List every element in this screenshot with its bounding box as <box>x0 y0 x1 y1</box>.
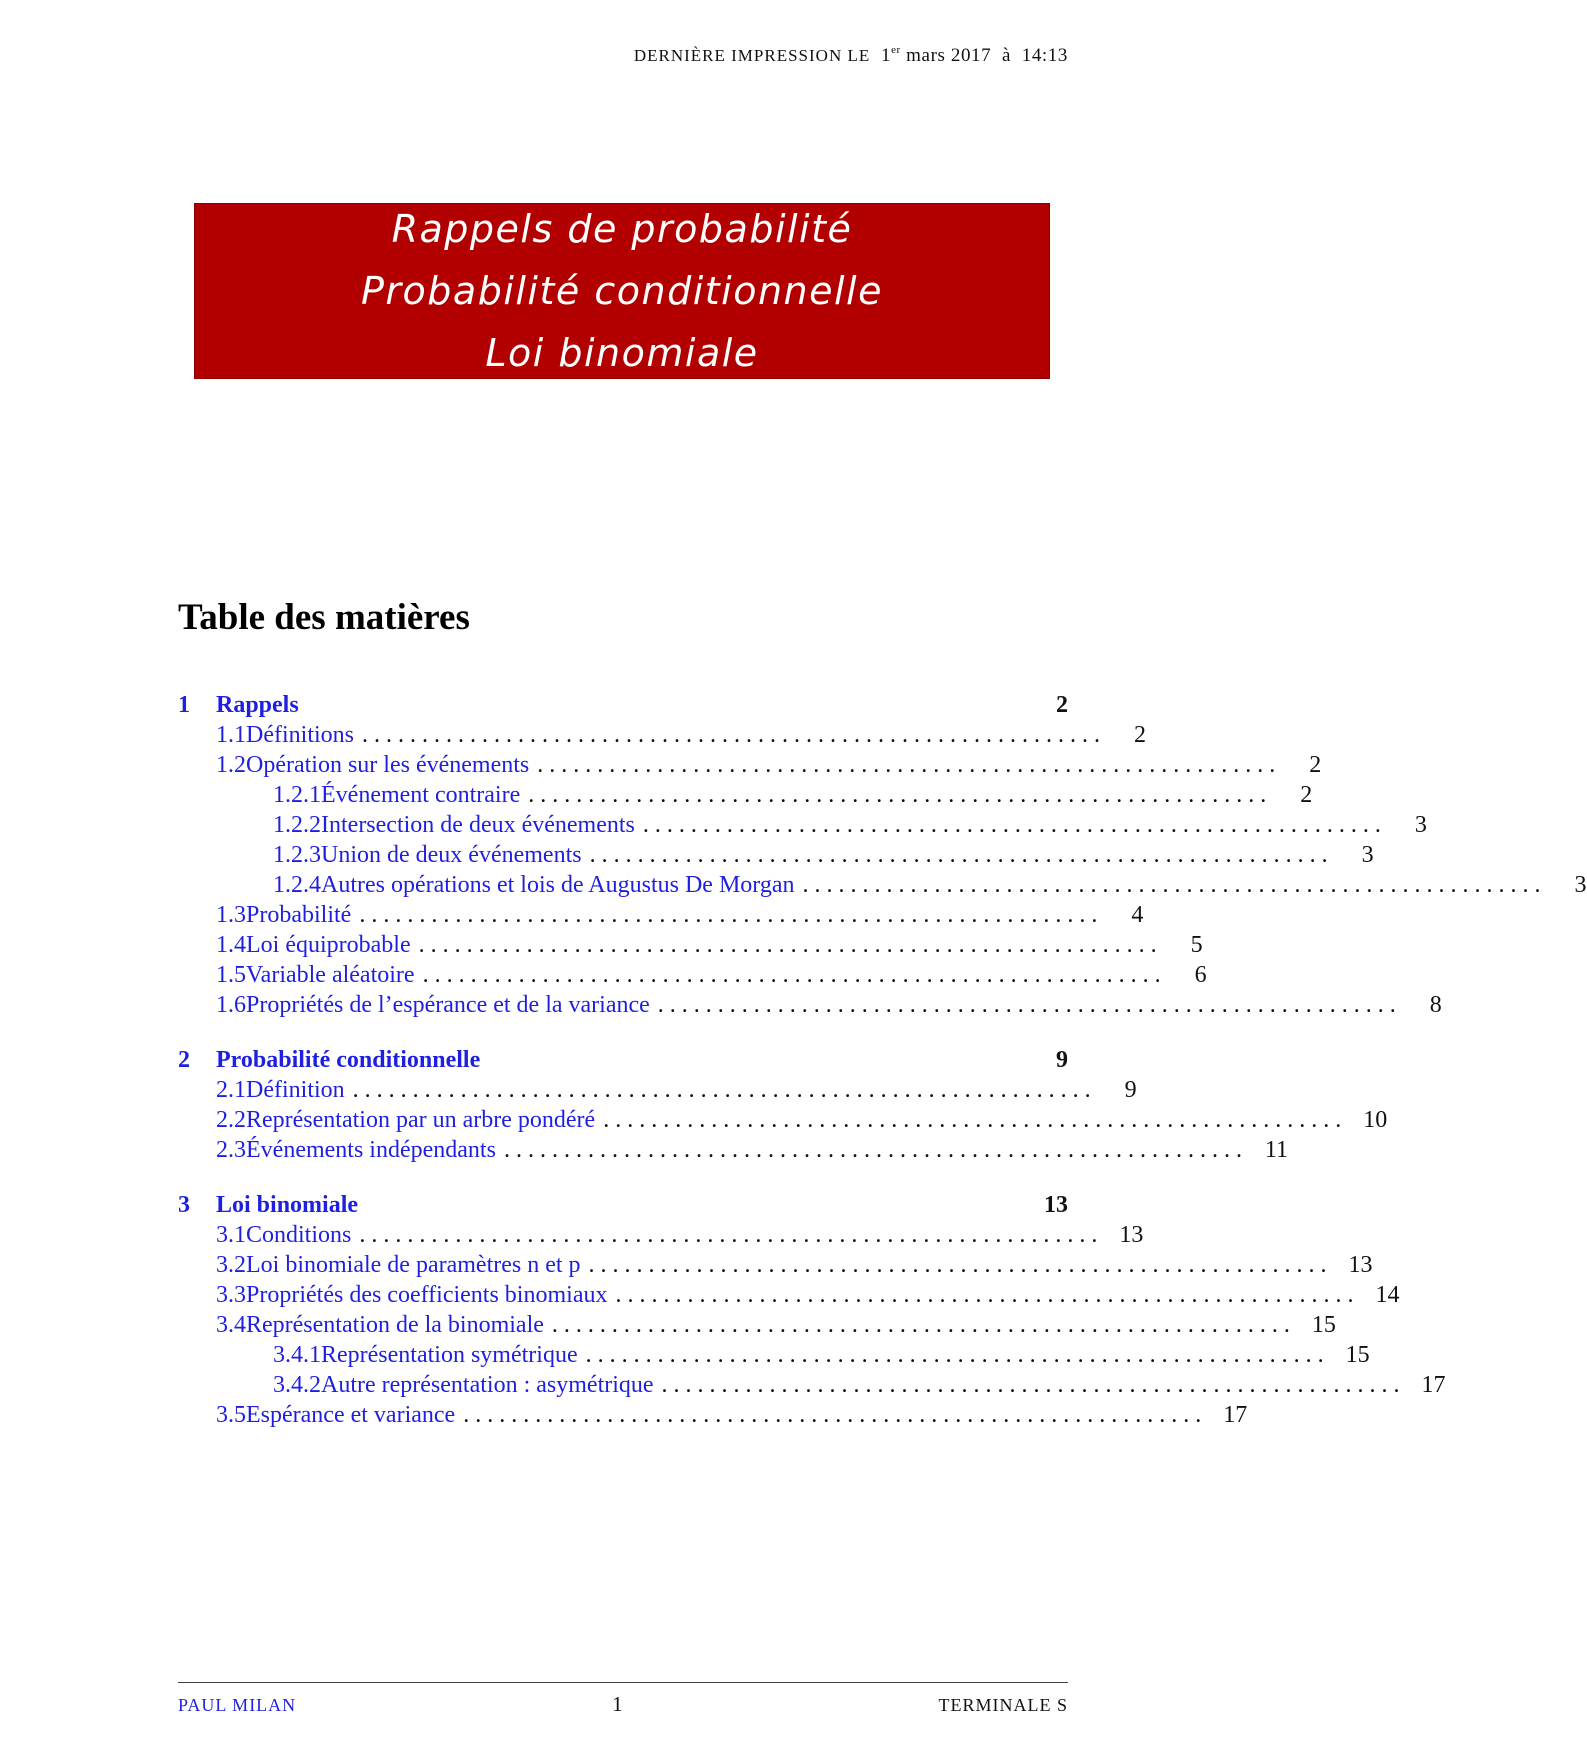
toc-entry-title[interactable]: Représentation symétrique <box>321 1342 578 1368</box>
toc-entry-title[interactable]: Conditions <box>246 1222 352 1248</box>
toc-entry-number: 1.2.2 <box>273 812 321 838</box>
footer-author: PAUL MILAN <box>178 1695 297 1715</box>
page-footer <box>178 1692 1068 1717</box>
toc-entry-2-3[interactable] <box>178 1137 1288 1167</box>
toc-leader-dots: . . . . . . . . . . . . . . . . . . . . . . . . . . . . . . . . . . . . . . . . . . . . . . . . . . . . . . . . . . . . . . <box>615 1282 1354 1308</box>
toc-leader-dots: . . . . . . . . . . . . . . . . . . . . . . . . . . . . . . . . . . . . . . . . . . . . . . . . . . . . . . . . . . . . . . <box>362 722 1100 748</box>
toc-section-page: 9 <box>1056 1047 1068 1073</box>
toc-entry-number: 1.4 <box>216 932 246 958</box>
toc-entry-1-5[interactable] <box>178 962 1207 992</box>
toc-entry-page: 3 <box>1414 812 1427 838</box>
print-date-header <box>634 44 1068 67</box>
toc-entry-title[interactable]: Événement contraire <box>321 782 521 808</box>
toc-entry-page: 15 <box>1311 1312 1336 1338</box>
toc-section-page: 2 <box>1056 692 1068 718</box>
toc-section-number: 2 <box>178 1047 190 1073</box>
toc-entry-page: 2 <box>1300 782 1313 808</box>
toc-entry-title[interactable]: Représentation par un arbre pondéré <box>246 1107 596 1133</box>
toc-entry-title[interactable]: Événements indépendants <box>246 1137 496 1163</box>
toc-entry-title[interactable]: Loi binomiale de paramètres n et p <box>246 1252 581 1278</box>
print-label: DERNIÈRE IMPRESSION LE <box>633 46 871 65</box>
toc-entry-2-1[interactable] <box>178 1077 1137 1107</box>
print-day: 1 <box>880 45 892 66</box>
toc-leader-dots: . . . . . . . . . . . . . . . . . . . . . . . . . . . . . . . . . . . . . . . . . . . . . . . . . . . . . . . . . . . . . . <box>422 962 1161 988</box>
toc-entry-title[interactable]: Propriétés de l’espérance et de la variance <box>246 992 650 1018</box>
title-line-3: Loi binomiale <box>485 331 759 375</box>
toc-entry-number: 1.1 <box>216 722 246 748</box>
toc-entry-number: 3.4 <box>216 1312 246 1338</box>
toc-entry-page: 13 <box>1119 1222 1144 1248</box>
toc-heading: Table des matières <box>178 597 470 638</box>
toc-entry-number: 1.2.1 <box>273 782 321 808</box>
toc-leader-dots: . . . . . . . . . . . . . . . . . . . . . . . . . . . . . . . . . . . . . . . . . . . . . . . . . . . . . . . . . . . . . . <box>359 902 1098 928</box>
footer-divider <box>178 1682 1068 1683</box>
toc-entry-page: 17 <box>1223 1402 1248 1428</box>
toc-entry-number: 2.1 <box>216 1077 246 1103</box>
toc-entry-page: 5 <box>1190 932 1203 958</box>
toc-leader-dots: . . . . . . . . . . . . . . . . . . . . . . . . . . . . . . . . . . . . . . . . . . . . . . . . . . . . . . . . . . . . . . <box>463 1402 1202 1428</box>
toc-leader-dots: . . . . . . . . . . . . . . . . . . . . . . . . . . . . . . . . . . . . . . . . . . . . . . . . . . . . . . . . . . . . . . <box>585 1342 1324 1368</box>
toc-entry-1-1[interactable] <box>178 722 1146 752</box>
toc-entry-1-6[interactable] <box>178 992 1442 1022</box>
toc-entry-title[interactable]: Autres opérations et lois de Augustus De Morgan <box>321 872 795 898</box>
toc-entry-number: 3.4.2 <box>273 1372 321 1398</box>
toc-leader-dots: . . . . . . . . . . . . . . . . . . . . . . . . . . . . . . . . . . . . . . . . . . . . . . . . . . . . . . . . . . . . . . <box>657 992 1396 1018</box>
toc-entry-page: 8 <box>1429 992 1442 1018</box>
toc-leader-dots: . . . . . . . . . . . . . . . . . . . . . . . . . . . . . . . . . . . . . . . . . . . . . . . . . . . . . . . . . . . . . . <box>359 1222 1098 1248</box>
print-date: mars 2017 <box>906 45 992 66</box>
toc-section-number: 3 <box>178 1192 190 1218</box>
toc-leader-dots: . . . . . . . . . . . . . . . . . . . . . . . . . . . . . . . . . . . . . . . . . . . . . . . . . . . . . . . . . . . . . . <box>642 812 1381 838</box>
table-of-contents <box>178 692 1587 1432</box>
toc-leader-dots: . . . . . . . . . . . . . . . . . . . . . . . . . . . . . . . . . . . . . . . . . . . . . . . . . . . . . . . . . . . . . . <box>503 1137 1242 1163</box>
toc-section-2[interactable] <box>178 1047 1068 1077</box>
toc-entry-3-2[interactable] <box>178 1252 1373 1282</box>
toc-entry-3-4[interactable] <box>178 1312 1336 1342</box>
toc-leader-dots: . . . . . . . . . . . . . . . . . . . . . . . . . . . . . . . . . . . . . . . . . . . . . . . . . . . . . . . . . . . . . . <box>418 932 1157 958</box>
document-title-box <box>194 203 1050 379</box>
toc-section-title[interactable]: Rappels <box>216 692 299 718</box>
toc-entry-1-2-4[interactable] <box>178 872 1587 902</box>
toc-section-3[interactable] <box>178 1192 1068 1222</box>
toc-entry-number: 3.4.1 <box>273 1342 321 1368</box>
toc-section-page: 13 <box>1044 1192 1068 1218</box>
toc-entry-3-4-1[interactable] <box>178 1342 1370 1372</box>
toc-section-1[interactable] <box>178 692 1068 722</box>
toc-entry-title[interactable]: Propriétés des coefficients binomiaux <box>246 1282 608 1308</box>
toc-entry-title[interactable]: Intersection de deux événements <box>321 812 635 838</box>
toc-entry-3-3[interactable] <box>178 1282 1400 1312</box>
toc-entry-3-4-2[interactable] <box>178 1372 1446 1402</box>
toc-leader-dots: . . . . . . . . . . . . . . . . . . . . . . . . . . . . . . . . . . . . . . . . . . . . . . . . . . . . . . . . . . . . . . <box>551 1312 1290 1338</box>
toc-entry-title[interactable]: Union de deux événements <box>321 842 582 868</box>
toc-entry-page: 13 <box>1348 1252 1373 1278</box>
toc-entry-number: 3.2 <box>216 1252 246 1278</box>
toc-entry-2-2[interactable] <box>178 1107 1388 1137</box>
toc-entry-title[interactable]: Opération sur les événements <box>246 752 530 778</box>
toc-entry-number: 1.5 <box>216 962 246 988</box>
toc-leader-dots: . . . . . . . . . . . . . . . . . . . . . . . . . . . . . . . . . . . . . . . . . . . . . . . . . . . . . . . . . . . . . . <box>589 842 1328 868</box>
toc-entry-1-2-1[interactable] <box>178 782 1313 812</box>
toc-entry-3-5[interactable] <box>178 1402 1248 1432</box>
toc-entry-1-3[interactable] <box>178 902 1144 932</box>
toc-leader-dots: . . . . . . . . . . . . . . . . . . . . . . . . . . . . . . . . . . . . . . . . . . . . . . . . . . . . . . . . . . . . . . <box>528 782 1267 808</box>
title-line-1: Rappels de probabilité <box>391 207 853 251</box>
print-time: 14:13 <box>1021 45 1068 66</box>
toc-section-title[interactable]: Probabilité conditionnelle <box>216 1047 481 1073</box>
toc-entry-number: 3.3 <box>216 1282 246 1308</box>
toc-entry-1-2-2[interactable] <box>178 812 1427 842</box>
toc-entry-title[interactable]: Représentation de la binomiale <box>246 1312 544 1338</box>
toc-entry-number: 1.2 <box>216 752 246 778</box>
toc-entry-page: 4 <box>1131 902 1144 928</box>
toc-leader-dots: . . . . . . . . . . . . . . . . . . . . . . . . . . . . . . . . . . . . . . . . . . . . . . . . . . . . . . . . . . . . . . <box>537 752 1276 778</box>
toc-leader-dots: . . . . . . . . . . . . . . . . . . . . . . . . . . . . . . . . . . . . . . . . . . . . . . . . . . . . . . . . . . . . . . <box>352 1077 1091 1103</box>
toc-entry-page: 2 <box>1309 752 1322 778</box>
toc-entry-title[interactable]: Probabilité <box>246 902 352 928</box>
toc-leader-dots: . . . . . . . . . . . . . . . . . . . . . . . . . . . . . . . . . . . . . . . . . . . . . . . . . . . . . . . . . . . . . . <box>603 1107 1342 1133</box>
toc-entry-title[interactable]: Variable aléatoire <box>246 962 415 988</box>
footer-class: TERMINALE S <box>938 1695 1068 1715</box>
toc-entry-number: 1.3 <box>216 902 246 928</box>
toc-entry-title[interactable]: Définition <box>246 1077 345 1103</box>
toc-entry-number: 2.2 <box>216 1107 246 1133</box>
toc-entry-number: 3.1 <box>216 1222 246 1248</box>
print-at: à <box>1001 45 1012 66</box>
toc-entry-1-2[interactable] <box>178 752 1322 782</box>
print-day-suffix: er <box>891 44 901 56</box>
toc-entry-page: 17 <box>1421 1372 1446 1398</box>
footer-page-number: 1 <box>612 1692 623 1716</box>
toc-entry-page: 11 <box>1264 1137 1288 1163</box>
toc-entry-page: 3 <box>1574 872 1587 898</box>
toc-entry-page: 10 <box>1363 1107 1388 1133</box>
toc-entry-page: 14 <box>1375 1282 1400 1308</box>
toc-entry-1-4[interactable] <box>178 932 1203 962</box>
toc-entry-page: 3 <box>1361 842 1374 868</box>
toc-entry-title[interactable]: Loi équiprobable <box>246 932 411 958</box>
toc-entry-title[interactable]: Définitions <box>246 722 354 748</box>
toc-entry-number: 3.5 <box>216 1402 246 1428</box>
toc-entry-page: 15 <box>1345 1342 1370 1368</box>
title-line-2: Probabilité conditionnelle <box>361 269 883 313</box>
toc-entry-number: 2.3 <box>216 1137 246 1163</box>
toc-leader-dots: . . . . . . . . . . . . . . . . . . . . . . . . . . . . . . . . . . . . . . . . . . . . . . . . . . . . . . . . . . . . . . <box>661 1372 1400 1398</box>
toc-entry-title[interactable]: Espérance et variance <box>246 1402 456 1428</box>
toc-entry-number: 1.6 <box>216 992 246 1018</box>
toc-entry-page: 2 <box>1134 722 1146 748</box>
toc-entry-page: 9 <box>1124 1077 1137 1103</box>
toc-entry-1-2-3[interactable] <box>178 842 1374 872</box>
toc-section-title[interactable]: Loi binomiale <box>216 1192 359 1218</box>
toc-entry-page: 6 <box>1194 962 1207 988</box>
toc-entry-3-1[interactable] <box>178 1222 1144 1252</box>
toc-leader-dots: . . . . . . . . . . . . . . . . . . . . . . . . . . . . . . . . . . . . . . . . . . . . . . . . . . . . . . . . . . . . . . <box>588 1252 1327 1278</box>
toc-entry-title[interactable]: Autre représentation : asymétrique <box>321 1372 654 1398</box>
toc-entry-number: 1.2.3 <box>273 842 321 868</box>
toc-section-number: 1 <box>178 692 190 718</box>
toc-entry-number: 1.2.4 <box>273 872 321 898</box>
toc-leader-dots: . . . . . . . . . . . . . . . . . . . . . . . . . . . . . . . . . . . . . . . . . . . . . . . . . . . . . . . . . . . . . . <box>802 872 1541 898</box>
